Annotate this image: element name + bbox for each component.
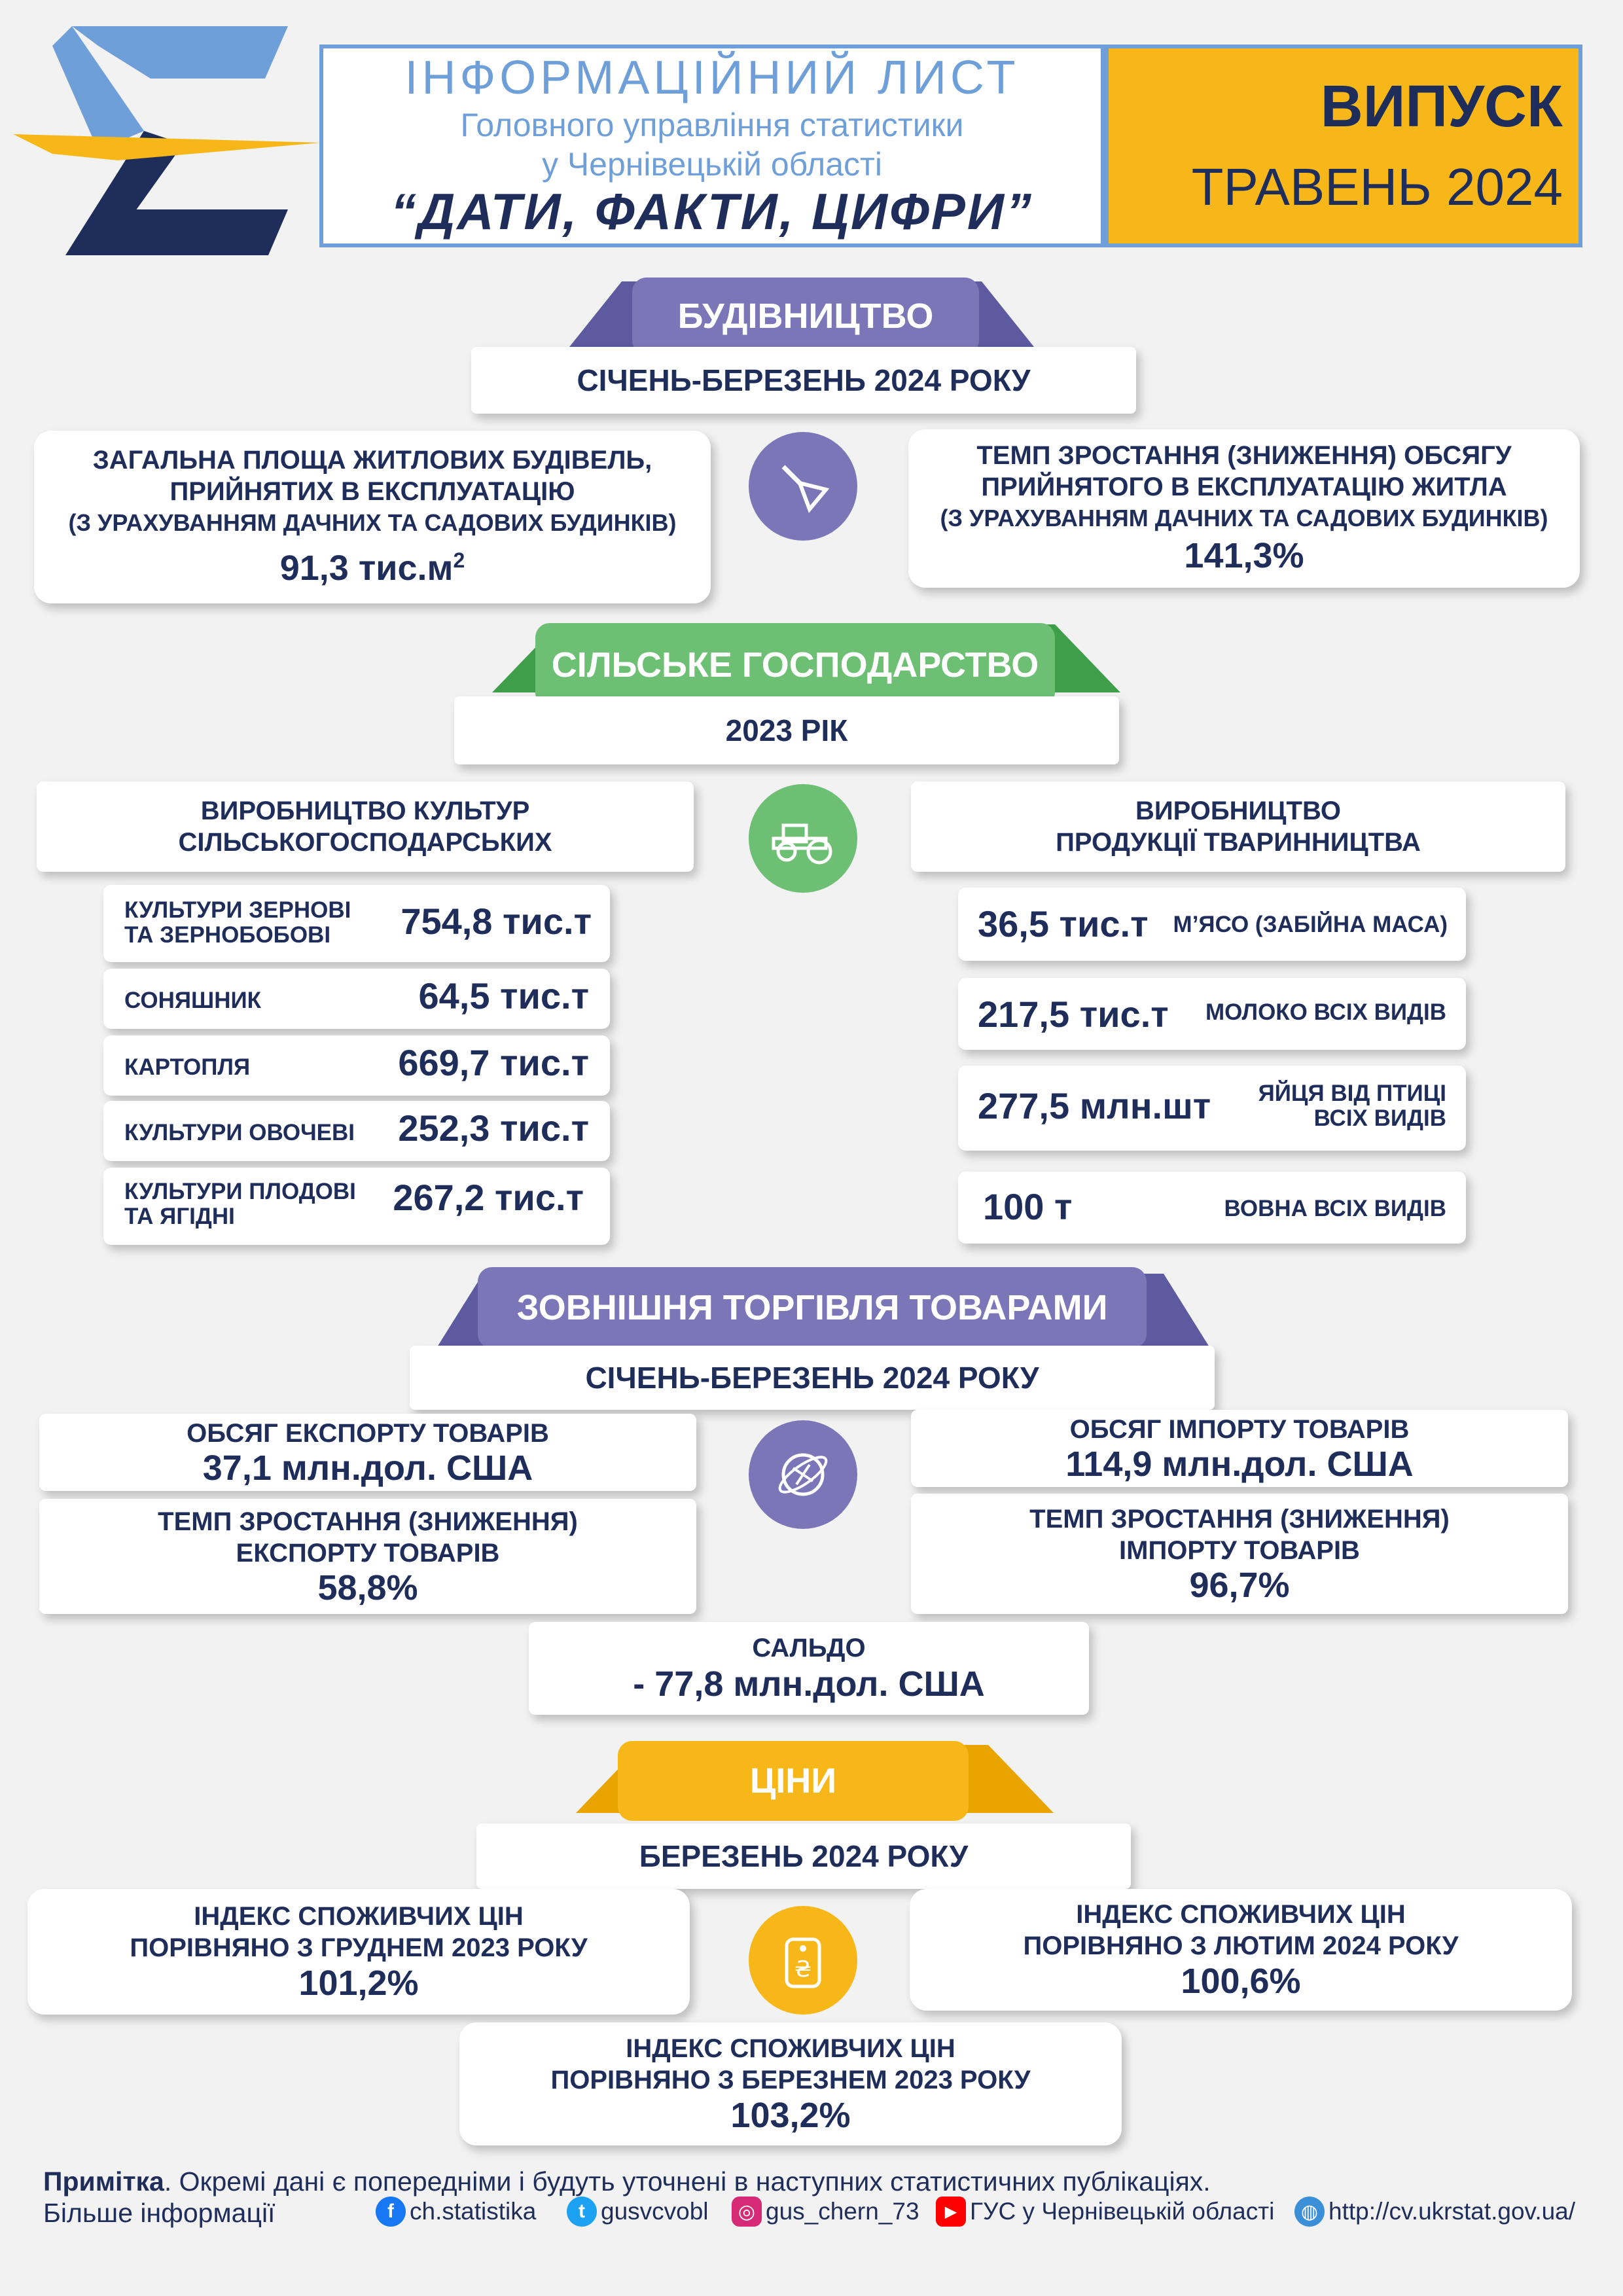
crop-label-line2: ТА ЯГІДНІ bbox=[124, 1204, 235, 1229]
crops-title-line2: СІЛЬСЬКОГОСПОДАРСЬКИХ bbox=[178, 828, 552, 857]
logo-sigma-icon bbox=[13, 26, 321, 262]
crop-label-line1: КУЛЬТУРИ ОВОЧЕВІ bbox=[124, 1120, 355, 1145]
cpi-february-line2: ПОРІВНЯНО З ЛЮТИМ 2024 РОКУ bbox=[1023, 1931, 1459, 1960]
import-rate-line2: ІМПОРТУ ТОВАРІВ bbox=[1119, 1536, 1360, 1565]
crop-label-line1: КАРТОПЛЯ bbox=[124, 1054, 251, 1080]
instagram-link[interactable] bbox=[732, 2197, 919, 2227]
trade-balance-value: - 77,8 млн.дол. США bbox=[633, 1664, 985, 1704]
globe-web-icon: ◍ bbox=[1294, 2197, 1325, 2227]
facebook-link[interactable] bbox=[376, 2197, 536, 2227]
trade-balance-label: САЛЬДО bbox=[752, 1634, 866, 1662]
trade-balance-card bbox=[529, 1622, 1089, 1715]
livestock-header-card bbox=[911, 781, 1565, 872]
cpi-december-line1: ІНДЕКС СПОЖИВЧИХ ЦІН bbox=[194, 1902, 524, 1931]
cpi-february-card bbox=[910, 1889, 1572, 2011]
footer-note bbox=[43, 2166, 1601, 2197]
crops-header-card bbox=[37, 781, 694, 872]
footer-more-info: Більше інформації bbox=[43, 2198, 276, 2228]
header-subtitle-line2: у Чернівецькій області bbox=[541, 146, 883, 183]
livestock-label-line1: МОЛОКО ВСІХ ВИДІВ bbox=[1205, 999, 1446, 1025]
header-subtitle-line1: Головного управління статистики bbox=[460, 107, 964, 143]
issue-label: ВИПУСК bbox=[1320, 74, 1563, 139]
livestock-value: 277,5 млн.шт bbox=[978, 1085, 1211, 1126]
construction-area-line3: (З УРАХУВАННЯМ ДАЧНИХ ТА САДОВИХ БУДИНКІВ) bbox=[68, 509, 677, 536]
construction-area-line2: ПРИЙНЯТИХ В ЕКСПЛУАТАЦІЮ bbox=[169, 477, 575, 506]
agriculture-period: 2023 РІК bbox=[454, 696, 1119, 764]
livestock-value: 36,5 тис.т bbox=[978, 903, 1149, 944]
import-rate-card bbox=[911, 1494, 1568, 1614]
import-volume-label: ОБСЯГ ІМПОРТУ ТОВАРІВ bbox=[1069, 1415, 1410, 1444]
cpi-march-card bbox=[459, 2022, 1122, 2145]
livestock-label-line1: ЯЙЦЯ ВІД ПТИЦІ bbox=[1258, 1081, 1446, 1106]
export-volume-label: ОБСЯГ ЕКСПОРТУ ТОВАРІВ bbox=[187, 1419, 549, 1448]
crops-title-line1: ВИРОБНИЦТВО КУЛЬТУР bbox=[200, 797, 530, 825]
cpi-february-value: 100,6% bbox=[1181, 1962, 1301, 2001]
prices-title: ЦІНИ bbox=[618, 1741, 969, 1821]
import-rate-line1: ТЕМП ЗРОСТАННЯ (ЗНИЖЕННЯ) bbox=[1029, 1505, 1450, 1534]
construction-period: СІЧЕНЬ-БЕРЕЗЕНЬ 2024 РОКУ bbox=[471, 347, 1136, 414]
crop-value: 754,8 тис.т bbox=[401, 901, 592, 942]
globe-icon bbox=[749, 1420, 857, 1529]
crop-row-fruits bbox=[103, 1168, 610, 1245]
header-slogan: “ДАТИ, ФАКТИ, ЦИФРИ” bbox=[390, 183, 1034, 240]
crop-value: 64,5 тис.т bbox=[418, 975, 589, 1016]
export-rate-value: 58,8% bbox=[317, 1568, 418, 1607]
youtube-channel: ГУС у Чернівецькій області bbox=[970, 2198, 1275, 2225]
construction-area-value: 91,3 тис.м bbox=[279, 548, 454, 588]
livestock-label-line2: ВСІХ ВИДІВ bbox=[1313, 1105, 1446, 1131]
crop-row-potato bbox=[103, 1035, 610, 1096]
price-tag-icon bbox=[749, 1906, 857, 2015]
import-volume-value: 114,9 млн.дол. США bbox=[1065, 1444, 1414, 1484]
import-volume-card bbox=[911, 1410, 1568, 1487]
export-rate-line1: ТЕМП ЗРОСТАННЯ (ЗНИЖЕННЯ) bbox=[158, 1507, 578, 1536]
crop-row-vegetables bbox=[103, 1101, 610, 1161]
crop-value: 252,3 тис.т bbox=[398, 1107, 589, 1149]
trade-period: СІЧЕНЬ-БЕРЕЗЕНЬ 2024 РОКУ bbox=[410, 1346, 1215, 1410]
construction-rate-value: 141,3% bbox=[1184, 536, 1304, 575]
construction-rate-card bbox=[908, 429, 1580, 588]
crop-label-line1: КУЛЬТУРИ ЗЕРНОВІ bbox=[124, 897, 351, 923]
construction-rate-line1: ТЕМП ЗРОСТАННЯ (ЗНИЖЕННЯ) ОБСЯГУ bbox=[976, 441, 1512, 470]
export-rate-line2: ЕКСПОРТУ ТОВАРІВ bbox=[236, 1539, 500, 1568]
website-url: http://cv.ukrstat.gov.ua/ bbox=[1329, 2198, 1576, 2225]
livestock-row-meat bbox=[958, 888, 1466, 961]
livestock-value: 100 т bbox=[983, 1186, 1073, 1227]
youtube-icon: ▶ bbox=[936, 2197, 966, 2227]
crop-row-grain bbox=[103, 885, 610, 962]
livestock-row-eggs bbox=[958, 1066, 1466, 1151]
cpi-february-line1: ІНДЕКС СПОЖИВЧИХ ЦІН bbox=[1076, 1900, 1406, 1929]
livestock-row-wool bbox=[958, 1172, 1466, 1244]
import-rate-value: 96,7% bbox=[1189, 1566, 1290, 1605]
instagram-icon: ◎ bbox=[732, 2197, 762, 2227]
crop-label-line2: ТА ЗЕРНОБОБОВІ bbox=[124, 922, 331, 948]
livestock-label-line1: М’ЯСО (ЗАБІЙНА МАСА) bbox=[1173, 912, 1448, 937]
construction-rate-line3: (З УРАХУВАННЯМ ДАЧНИХ ТА САДОВИХ БУДИНКІВ) bbox=[940, 505, 1548, 531]
cpi-march-line2: ПОРІВНЯНО З БЕРЕЗНЕМ 2023 РОКУ bbox=[550, 2066, 1031, 2094]
crop-label-line1: СОНЯШНИК bbox=[124, 988, 262, 1013]
cpi-march-value: 103,2% bbox=[730, 2096, 851, 2135]
twitter-handle: gusvcvobl bbox=[601, 2198, 709, 2225]
trowel-icon bbox=[749, 432, 857, 541]
footer-note-text: . Окремі дані є попередніми і будуть уточнені в наступних статистичних публікаціях. bbox=[164, 2166, 1211, 2197]
trade-title: ЗОВНІШНЯ ТОРГІВЛЯ ТОВАРАМИ bbox=[478, 1267, 1147, 1348]
construction-area-value-sup: 2 bbox=[453, 548, 465, 572]
website-link[interactable] bbox=[1294, 2197, 1575, 2227]
export-volume-value: 37,1 млн.дол. США bbox=[202, 1448, 533, 1488]
construction-rate-line2: ПРИЙНЯТОГО В ЕКСПЛУАТАЦІЮ ЖИТЛА bbox=[981, 473, 1507, 501]
crop-value: 669,7 тис.т bbox=[398, 1042, 589, 1083]
livestock-title-line1: ВИРОБНИЦТВО bbox=[1135, 797, 1341, 825]
construction-title: БУДІВНИЦТВО bbox=[632, 278, 979, 355]
livestock-label-line1: ВОВНА ВСІХ ВИДІВ bbox=[1224, 1196, 1446, 1221]
tractor-icon bbox=[749, 784, 857, 893]
livestock-title-line2: ПРОДУКЦІЇ ТВАРИННИЦТВА bbox=[1056, 828, 1421, 857]
crop-value: 267,2 тис.т bbox=[393, 1177, 584, 1218]
export-volume-card bbox=[39, 1414, 696, 1491]
svg-text:₴: ₴ bbox=[794, 1956, 812, 1982]
cpi-march-line1: ІНДЕКС СПОЖИВЧИХ ЦІН bbox=[626, 2034, 955, 2063]
agriculture-title: СІЛЬСЬКЕ ГОСПОДАРСТВО bbox=[535, 623, 1055, 707]
cpi-december-card bbox=[27, 1889, 690, 2015]
export-rate-card bbox=[39, 1499, 696, 1614]
instagram-handle: gus_chern_73 bbox=[766, 2198, 919, 2225]
facebook-handle: ch.statistika bbox=[410, 2198, 537, 2225]
construction-area-value-wrap bbox=[280, 539, 465, 590]
livestock-row-milk bbox=[958, 978, 1466, 1050]
footer-note-bold: Примітка bbox=[43, 2166, 164, 2197]
construction-area-line1: ЗАГАЛЬНА ПЛОЩА ЖИТЛОВИХ БУДІВЕЛЬ, bbox=[92, 446, 652, 475]
youtube-link[interactable] bbox=[936, 2197, 1274, 2227]
construction-area-card bbox=[34, 431, 711, 603]
livestock-value: 217,5 тис.т bbox=[978, 994, 1169, 1035]
crop-row-sunflower bbox=[103, 969, 610, 1029]
cpi-december-value: 101,2% bbox=[298, 1964, 419, 2003]
crop-label-line1: КУЛЬТУРИ ПЛОДОВІ bbox=[124, 1179, 356, 1204]
cpi-december-line2: ПОРІВНЯНО З ГРУДНЕМ 2023 РОКУ bbox=[130, 1933, 588, 1962]
twitter-icon: t bbox=[567, 2197, 597, 2227]
twitter-link[interactable] bbox=[567, 2197, 709, 2227]
header-title: ІНФОРМАЦІЙНИЙ ЛИСТ bbox=[404, 52, 1020, 104]
facebook-icon: f bbox=[376, 2197, 406, 2227]
prices-period: БЕРЕЗЕНЬ 2024 РОКУ bbox=[476, 1823, 1131, 1889]
issue-date: ТРАВЕНЬ 2024 bbox=[1191, 158, 1563, 216]
